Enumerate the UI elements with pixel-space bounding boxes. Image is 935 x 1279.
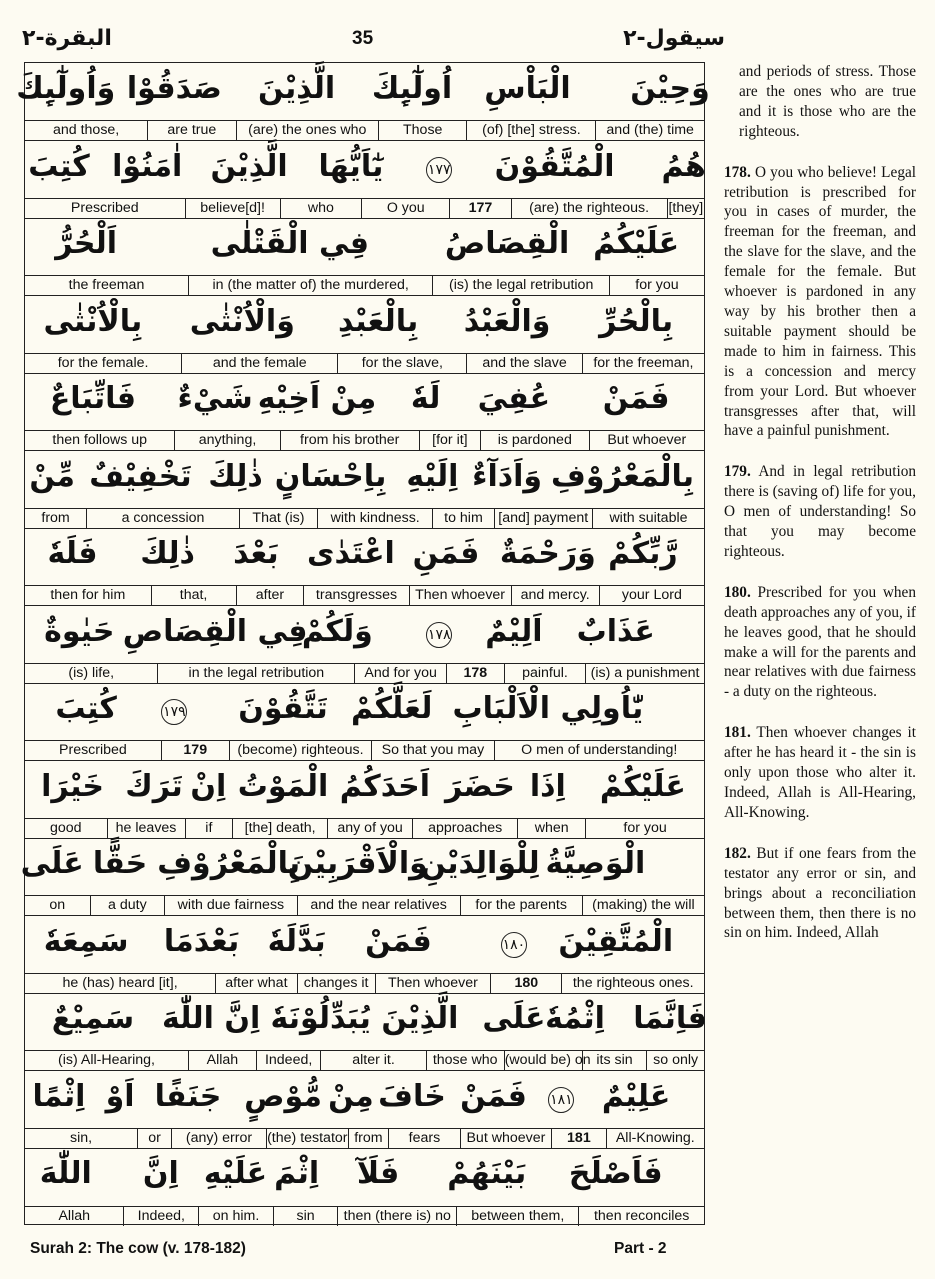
word-meaning-cell: on (49, 897, 66, 913)
arabic-word: فَاتِّبَاعٌ (49, 381, 136, 416)
word-meaning-cell: and mercy. (511, 586, 599, 605)
arabic-word: الَّذِيْنَ (258, 71, 336, 106)
arabic-word: عَلَيْهِ (203, 1156, 268, 1191)
word-meaning-cell: (is) a punishment (585, 664, 704, 683)
word-meaning-cell: a concession (86, 509, 239, 528)
arabic-word: خَافَ (378, 1078, 446, 1114)
arabic-word: فِي الْقَتْلٰى (210, 226, 370, 261)
arabic-word: فَمَنِ (412, 536, 480, 571)
verse-end-marker: ۱۷۹ (161, 699, 187, 725)
arabic-word: فَمَنْ (602, 381, 670, 416)
word-meaning-cell: so only (646, 1051, 704, 1070)
header-surah-name: البقرة-۲ (22, 26, 112, 51)
arabic-word: بَدَّلَهٗ (267, 923, 326, 959)
english-word-line (25, 818, 704, 838)
word-meaning-cell: believe[d]! (185, 199, 280, 218)
translation-text: But if one fears from the testator any error or sin, and brings about a reconciliation between them, then there is no sin on him. Indeed, Allah (724, 844, 916, 942)
word-meaning-cell: [they] (668, 199, 704, 216)
arabic-word: اِثْمًا (32, 1078, 86, 1114)
word-meaning-cell: approaches (412, 819, 517, 838)
arabic-text-line (25, 683, 704, 741)
word-meaning-cell: he (has) heard [it], (62, 974, 178, 991)
arabic-word: يٰٓاَيُّهَا (318, 148, 384, 184)
verse-number-cell: 181 (551, 1129, 605, 1148)
word-meaning-cell: Those (378, 121, 466, 140)
translation-paragraph (724, 844, 916, 944)
word-meaning-cell: Allah (188, 1051, 256, 1070)
arabic-word: حَيٰوةٌ (44, 613, 115, 649)
word-meaning-cell: your Lord (599, 586, 704, 605)
word-meaning-cell: (any) error (171, 1129, 266, 1148)
arabic-word: بَعْدَمَا (163, 923, 240, 959)
word-meaning-cell: (are) the ones who (236, 121, 379, 140)
arabic-text-line (25, 296, 704, 354)
word-meaning-cell: Then whoever (375, 974, 490, 993)
verse-row (25, 683, 704, 761)
translation-text: and periods of stress. Those are the ones who are true and it is those who are the righteous. (739, 63, 916, 140)
english-word-line (25, 1050, 704, 1070)
word-meaning-cell: good (49, 819, 82, 836)
arabic-word: اعْتَدٰى (306, 536, 395, 571)
word-meaning-cell: or (137, 1129, 171, 1148)
arabic-word: الْمُتَّقِيْنَ (558, 923, 674, 959)
page-number: 35 (352, 28, 374, 49)
word-meaning-cell: with kindness. (317, 509, 432, 528)
arabic-word: عُفِيَ (477, 381, 551, 416)
arabic-word: فَمَنْ (460, 1078, 527, 1114)
verse-row (25, 916, 704, 994)
english-word-line (25, 1128, 704, 1148)
verse-row (20, 838, 704, 916)
word-meaning-cell: And for you (354, 664, 446, 683)
word-meaning-cell: for the parents (460, 896, 582, 915)
arabic-word: وَالْاَقْرَبِيْنَ (287, 846, 428, 881)
word-meaning-cell: Allah (58, 1208, 91, 1224)
arabic-word: اَحَدَكُمُ (339, 768, 430, 804)
word-meaning-cell: All-Knowing. (606, 1129, 704, 1148)
word-meaning-cell: in (the matter of) the murdered, (188, 276, 432, 295)
arabic-word: بِاِحْسَانٍ (274, 458, 387, 494)
word-meaning-cell: Then whoever (409, 586, 511, 605)
word-meaning-cell: with due fairness (164, 896, 296, 915)
arabic-word: شَيْءٌ (177, 381, 253, 416)
verse-row (25, 373, 704, 451)
word-meaning-cell: who (280, 199, 361, 218)
arabic-word: بِالْمَعْرُوْفِ (157, 846, 301, 881)
translation-paragraph (724, 62, 916, 142)
translation-paragraph (724, 163, 916, 442)
arabic-word: وَحِيْنَ (630, 71, 710, 106)
word-meaning-cell: [and] payment (494, 509, 592, 528)
arabic-word: الْمُتَّقُوْنَ (494, 148, 615, 184)
arabic-word: اِلَيْهِ (406, 458, 459, 494)
arabic-text-line (16, 63, 710, 121)
arabic-word: اِثْمَ (274, 1156, 320, 1191)
verse-end-marker: ۱۷۸ (426, 622, 452, 648)
arabic-text-line (25, 993, 707, 1051)
word-meaning-cell: But whoever (460, 1129, 552, 1148)
arabic-word: بِالْاُنْثٰى (43, 303, 143, 339)
english-word-line (25, 585, 704, 605)
word-meaning-cell: changes it (297, 974, 375, 993)
arabic-word: مُّوْصٍ (244, 1078, 322, 1114)
word-meaning-cell: So that you may (371, 741, 493, 760)
verse-row (25, 761, 704, 839)
arabic-word: الَّذِيْنَ (210, 148, 288, 184)
word-meaning-cell: for you (585, 819, 704, 838)
arabic-word: وَلَكُمْ (301, 613, 373, 649)
word-meaning-cell: (is) life, (68, 664, 115, 681)
word-meaning-cell: and (the) time (595, 121, 704, 140)
word-meaning-cell: the righteous ones. (561, 974, 704, 993)
word-meaning-cell: (is) the legal retribution (432, 276, 609, 295)
arabic-word: عَلِيْمٌ (601, 1078, 671, 1114)
arabic-word: اُولٰٓىِٕكَ (371, 71, 453, 106)
english-word-line (25, 430, 704, 450)
arabic-word: جَنَفًا (154, 1078, 222, 1114)
arabic-word: بَيْنَهُمْ (447, 1156, 527, 1191)
arabic-word: اللّٰهَ (39, 1156, 92, 1191)
arabic-word: سَمِعَهٗ (43, 923, 129, 959)
word-meaning-cell: for the slave, (337, 354, 466, 373)
word-meaning-cell: then follows up (52, 432, 148, 448)
arabic-word: لَعَلَّكُمْ (350, 691, 433, 726)
word-meaning-cell: are true (147, 121, 235, 140)
word-meaning-cell: (become) righteous. (229, 741, 372, 760)
arabic-word: بِالْمَعْرُوْفِ (551, 458, 695, 494)
word-meaning-cell: alter it. (320, 1051, 425, 1070)
word-meaning-cell: sin (273, 1207, 338, 1226)
verse-row (25, 218, 704, 296)
arabic-word: هُمُ (661, 148, 706, 184)
arabic-word: رَّبِّكُمْ (608, 536, 678, 571)
word-meaning-cell: fears (388, 1129, 459, 1148)
arabic-text-line (25, 1148, 704, 1206)
word-meaning-cell: after what (215, 974, 296, 993)
word-meaning-cell: that, (151, 586, 236, 605)
word-meaning-cell: Indeed, (256, 1051, 321, 1070)
word-meaning-cell: (are) the righteous. (511, 199, 667, 218)
verse-row (25, 993, 707, 1071)
arabic-word: كُتِبَ (28, 148, 90, 184)
translation-text: Then whoever changes it after he has heard it - the sin is only upon those who alter it. Indeed, Allah is All-Hearing, All-Knowing. (724, 724, 916, 821)
arabic-word: الْمَوْتُ (237, 768, 329, 804)
word-meaning-cell: and the near relatives (297, 896, 460, 915)
arabic-word: عَذَابٌ (576, 613, 655, 649)
arabic-word: خَيْرَا (41, 768, 104, 804)
arabic-word: تَتَّقُوْنَ (238, 691, 328, 726)
word-meaning-cell: on him. (198, 1207, 273, 1226)
arabic-word: اِنَّ (142, 1156, 179, 1191)
verse-number: 180. (724, 583, 751, 601)
arabic-word: اِنَّ (224, 1001, 261, 1036)
header-juz-name: سیقول-۲ (623, 26, 725, 51)
arabic-word: عَلَى (20, 846, 84, 881)
arabic-word: اَلِيْمٌ (485, 613, 543, 649)
arabic-word: اللّٰهَ (161, 1001, 214, 1036)
arabic-word: الْوَصِيَّةُ (545, 846, 646, 881)
word-meaning-cell: when (517, 819, 585, 838)
arabic-word: وَالْاُنْثٰى (189, 303, 295, 339)
arabic-word: اِنْ (190, 768, 227, 804)
word-meaning-cell: for the freeman, (582, 354, 704, 373)
english-word-line (25, 740, 704, 760)
english-word-line (25, 353, 704, 373)
word-meaning-cell: and the female (181, 354, 337, 373)
english-word-line (25, 275, 704, 295)
arabic-word: اِذَا (529, 768, 566, 804)
arabic-word: اَوْ (105, 1078, 135, 1114)
word-meaning-cell: with suitable (592, 509, 704, 528)
english-word-line (25, 1206, 704, 1226)
translation-text: Prescribed for you when death approaches any of you, if he leaves good, that he should make a will for the parents and near relatives with due fairness - a duty on the righteous. (724, 583, 916, 701)
word-meaning-cell: (the) testator (267, 1129, 348, 1146)
arabic-word: وَرَحْمَةٌ (499, 536, 596, 571)
arabic-word: بَعْدَ (233, 536, 279, 571)
arabic-word: وَالْعَبْدُ (463, 303, 551, 339)
translation-text: And in legal retribution there is (saving of) life for you, O men of understanding! So that you may become righteous. (724, 463, 917, 560)
word-meaning-cell: to him (432, 509, 493, 528)
arabic-text-line (25, 761, 704, 819)
translation-paragraph (724, 583, 916, 702)
arabic-text-line (25, 218, 704, 276)
word-meaning-cell: for you (609, 276, 704, 295)
word-meaning-cell: That (is) (239, 509, 317, 528)
translation-column (724, 62, 916, 964)
arabic-text-line (25, 451, 704, 509)
word-meaning-cell: for the female. (57, 354, 149, 371)
word-meaning-cell: (would be) on (504, 1052, 591, 1068)
word-meaning-cell: between them, (456, 1207, 578, 1226)
verse-end-marker: ۱۸۰ (501, 932, 527, 958)
arabic-text-line (25, 1071, 704, 1129)
arabic-text-line (20, 838, 704, 896)
word-meaning-cell: and those, (52, 122, 120, 138)
verse-number: 181. (724, 724, 751, 742)
arabic-word: ذٰلِكَ (208, 458, 263, 494)
word-meaning-cell: after (236, 586, 304, 605)
verse-row (25, 451, 704, 529)
word-meaning-cell: Prescribed (59, 742, 127, 758)
word-meaning-cell: is pardoned (480, 431, 589, 450)
word-meaning-cell: Indeed, (123, 1207, 198, 1226)
arabic-word: مِنْ (328, 1078, 374, 1114)
word-meaning-cell: then (there is) no (337, 1207, 456, 1226)
arabic-word: عَلَيْكُمُ (593, 226, 680, 261)
arabic-word: تَخْفِيْفٌ (89, 458, 192, 494)
word-meaning-cell: then reconciles (578, 1207, 704, 1226)
arabic-word: عَلَيْكُمْ (599, 768, 686, 804)
word-meaning-cell: painful. (504, 664, 585, 683)
arabic-word: اِثْمُهٗ (545, 1001, 605, 1036)
verse-number-cell: 178 (446, 664, 504, 683)
verse-number: 182. (724, 844, 751, 862)
verse-row (16, 63, 710, 141)
arabic-word: وَاَدَآءٌ (472, 458, 543, 494)
word-meaning-cell: O men of understanding! (494, 741, 704, 760)
word-meaning-cell: its sin (582, 1051, 647, 1070)
arabic-word: اٰمَنُوْا (112, 148, 183, 184)
arabic-word: يّٰاُولِي الْاَلْبَابِ (452, 691, 644, 726)
arabic-word: فَلَآ (356, 1156, 400, 1191)
word-meaning-cell: (making) the will (582, 896, 704, 915)
verse-number-cell: 179 (161, 741, 229, 760)
word-meaning-cell: from his brother (280, 431, 419, 450)
arabic-word: صَدَقُوْا (126, 71, 222, 106)
word-meaning-cell: in the legal retribution (157, 664, 354, 683)
verse-row (25, 606, 704, 684)
arabic-word: كُتِبَ (55, 691, 117, 726)
english-word-line (25, 120, 704, 140)
verse-row (25, 141, 704, 219)
word-meaning-cell: Prescribed (70, 199, 139, 216)
translation-text: O you who believe! Legal retribution is prescribed for you in cases of murder, the freeman for the freeman, and the slave for the slave, and the female for the female. But whoever is pardoned in any way by his brother then a suitable payment should be made to him in fairness. This is a concession and mercy from your Lord. But whoever transgresses after that, will have a painful punishment. (724, 163, 917, 440)
arabic-word: فِي الْقِصَاصِ (122, 613, 308, 649)
translation-paragraph (724, 723, 916, 823)
arabic-word: حَقًّا (92, 846, 148, 881)
arabic-word: فَاَصْلَحَ (568, 1156, 663, 1191)
word-meaning-cell: from (41, 509, 70, 526)
arabic-word: فَاِنَّمَا (633, 1001, 707, 1036)
word-meaning-cell: sin, (69, 1129, 93, 1146)
arabic-word: فَمَنْ (365, 923, 432, 959)
word-meaning-cell: [the] death, (232, 819, 327, 838)
english-word-line (25, 973, 704, 993)
verse-row (25, 1071, 704, 1149)
word-meaning-cell: (is) All-Hearing, (58, 1052, 155, 1068)
verse-number-cell: 180 (490, 974, 561, 993)
arabic-word: حَضَرَ (445, 768, 515, 804)
word-meaning-cell: [for it] (419, 431, 480, 450)
arabic-word: الَّذِيْنَ يُبَدِّلُوْنَهٗ (270, 1001, 459, 1036)
verse-row (25, 1148, 704, 1226)
word-meaning-cell: any of you (327, 819, 412, 838)
english-word-line (25, 198, 704, 218)
word-meaning-cell: O you (361, 199, 449, 218)
footer-surah-info: Surah 2: The cow (v. 178-182) (30, 1240, 246, 1257)
arabic-word: مِنْ اَخِيْهِ (257, 381, 377, 416)
word-meaning-cell: from (348, 1129, 389, 1148)
verse-number: 179. (724, 463, 751, 481)
english-word-line (25, 663, 704, 683)
arabic-word: مِّنْ (29, 458, 75, 494)
word-by-word-grid (16, 62, 710, 1225)
english-word-line (25, 508, 704, 528)
word-meaning-cell: then for him (50, 587, 126, 603)
verse-number-cell: 177 (449, 199, 510, 218)
word-meaning-cell: the freeman (68, 277, 145, 293)
arabic-word: الْبَاْسِ (484, 71, 571, 106)
arabic-word: الْقِصَاصُ (444, 226, 570, 261)
word-meaning-cell: those who (426, 1051, 504, 1070)
arabic-word: لِلْوَالِدَيْنِ (420, 846, 540, 881)
arabic-word: لَهٗ (410, 381, 441, 416)
arabic-word: وَاُولٰٓىِٕكَ (16, 71, 116, 106)
translation-paragraph (724, 462, 916, 562)
arabic-word: سَمِيْعٌ (51, 1001, 135, 1036)
word-meaning-cell: transgresses (303, 586, 408, 605)
verse-end-marker: ۱۷۷ (426, 157, 452, 183)
word-meaning-cell: if (185, 819, 233, 838)
arabic-text-line (25, 528, 704, 586)
word-meaning-cell: (of) [the] stress. (466, 121, 595, 140)
arabic-text-line (25, 373, 704, 431)
arabic-word: تَرَكَ (125, 768, 183, 804)
arabic-word: ذٰلِكَ (140, 536, 195, 571)
arabic-word: عَلَى (482, 1001, 546, 1036)
english-word-line (25, 895, 704, 915)
arabic-word: بِالْعَبْدِ (337, 303, 419, 339)
arabic-word: بِالْحُرِّ (599, 303, 674, 339)
arabic-text-line (25, 606, 704, 664)
arabic-word: اَلْحُرُّ (55, 226, 118, 261)
verse-end-marker: ۱۸۱ (548, 1087, 574, 1113)
word-meaning-cell: anything, (174, 431, 279, 450)
verse-row (25, 296, 704, 374)
word-meaning-cell: But whoever (589, 431, 704, 450)
verse-row (25, 528, 704, 606)
arabic-text-line (25, 916, 704, 974)
arabic-word: فَلَهٗ (47, 536, 98, 571)
word-meaning-cell: and the slave (466, 354, 581, 373)
word-meaning-cell: he leaves (107, 819, 185, 838)
arabic-text-line (25, 141, 704, 199)
verse-number: 178. (724, 163, 751, 181)
footer-part: Part - 2 (614, 1240, 667, 1257)
word-meaning-cell: a duty (90, 896, 165, 915)
